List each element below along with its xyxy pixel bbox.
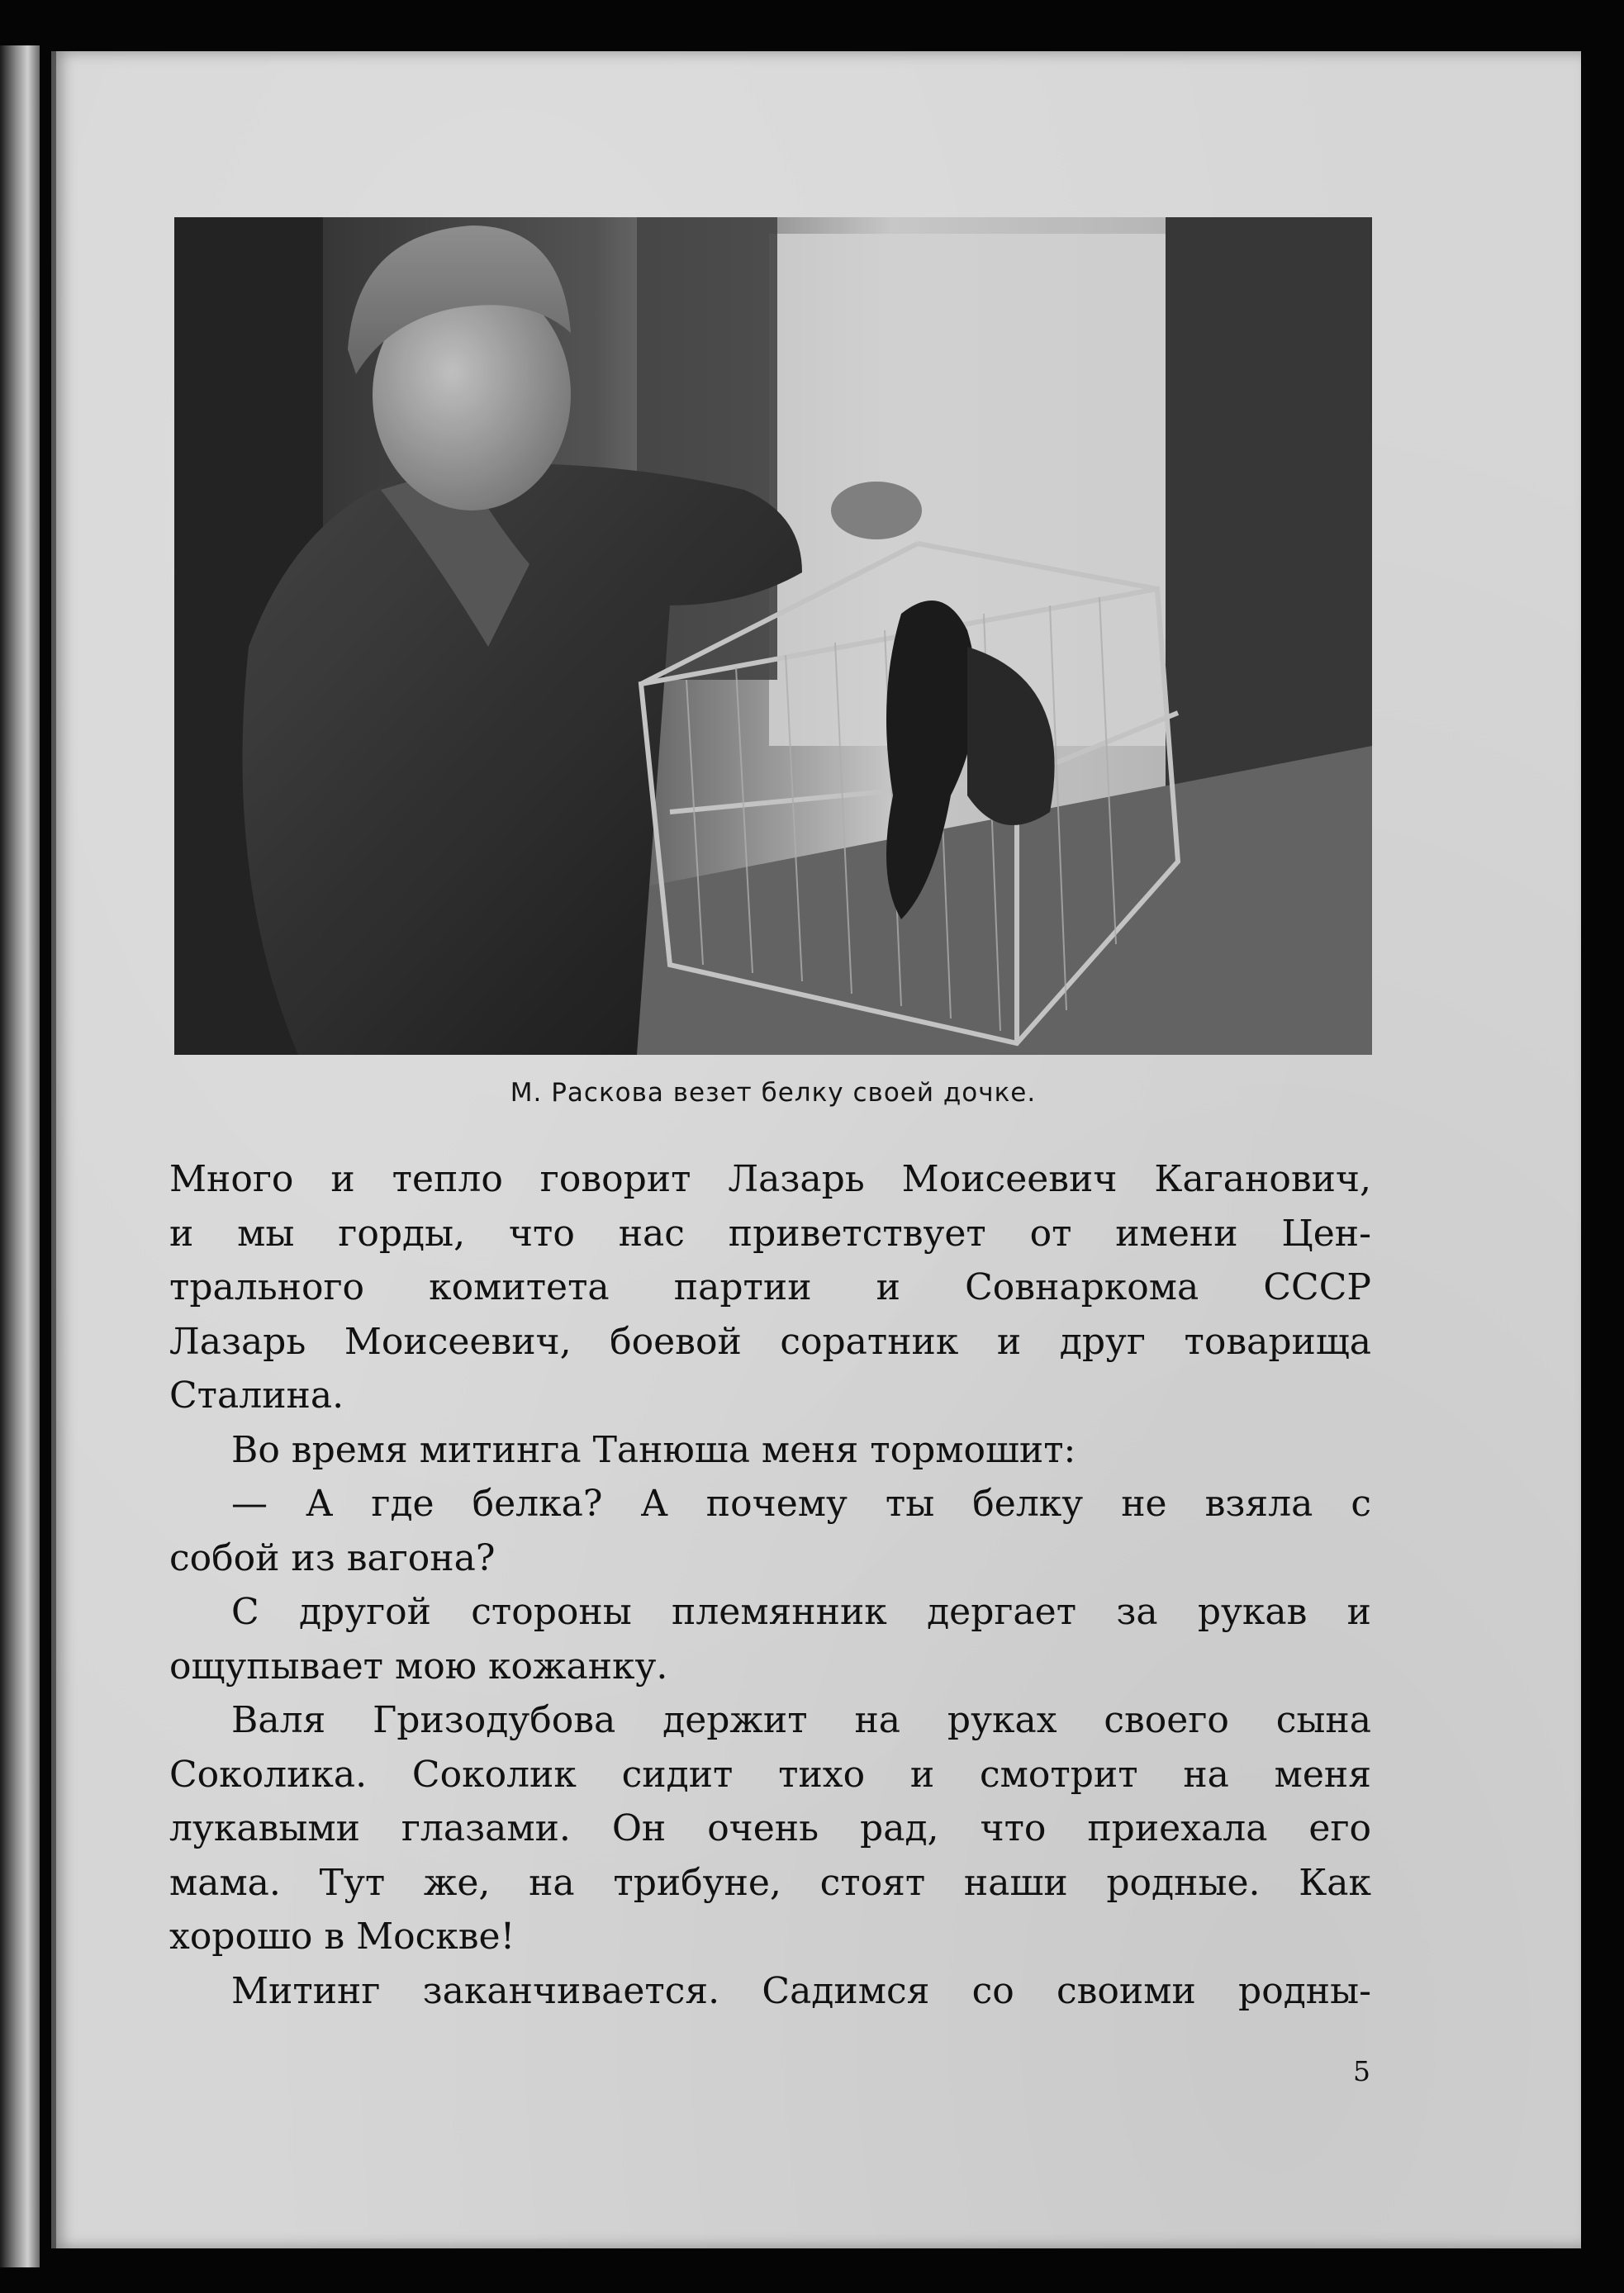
text-line: Во время митинга Танюша меня тормошит: xyxy=(231,1428,1076,1471)
text-line: Валя Гризодубова держит на руках своего сына xyxy=(231,1699,1371,1741)
photo-caption: М. Раскова везет белку своей дочке. xyxy=(510,1078,1037,1108)
text-line: Митинг заканчивается. Садимся со своими родны- xyxy=(231,1969,1371,2012)
photograph xyxy=(174,217,1372,1055)
text-line: хорошо в Москве! xyxy=(169,1916,515,1958)
text-line: и мы горды, что нас приветствует от имени Цен- xyxy=(169,1212,1371,1255)
text-line: Сталина. xyxy=(169,1374,344,1417)
page-gutter xyxy=(51,51,56,2248)
page-number: 5 xyxy=(1353,2055,1370,2087)
text-line: — А где белка? А почему ты белку не взяла с xyxy=(231,1483,1371,1525)
paragraph-2 xyxy=(169,1423,1371,1478)
text-line: трального комитета партии и Совнаркома СССР xyxy=(169,1266,1371,1308)
paragraph-4 xyxy=(169,1585,1371,1693)
paragraph-5 xyxy=(169,1693,1371,1964)
text-line: Лазарь Моисеевич, боевой соратник и друг товарища xyxy=(169,1320,1371,1363)
text-line: Много и тепло говорит Лазарь Моисеевич Каганович, xyxy=(169,1158,1371,1200)
text-line: ощупывает мою кожанку. xyxy=(169,1645,668,1688)
text-line: мама. Тут же, на трибуне, стоят наши родные. Как xyxy=(169,1861,1371,1904)
text-line: собой из вагона? xyxy=(169,1536,496,1579)
paragraph-3 xyxy=(169,1477,1371,1585)
paragraph-6 xyxy=(169,1964,1371,2019)
text-line: С другой стороны племянник дергает за рукав и xyxy=(231,1591,1371,1633)
previous-page-edge xyxy=(0,45,40,2267)
body-text xyxy=(169,1152,1371,2018)
text-line: Соколика. Соколик сидит тихо и смотрит на меня xyxy=(169,1753,1371,1796)
photo-illustration xyxy=(174,217,1372,1055)
text-line: лукавыми глазами. Он очень рад, что приехала его xyxy=(169,1807,1371,1849)
paragraph-1 xyxy=(169,1152,1371,1423)
